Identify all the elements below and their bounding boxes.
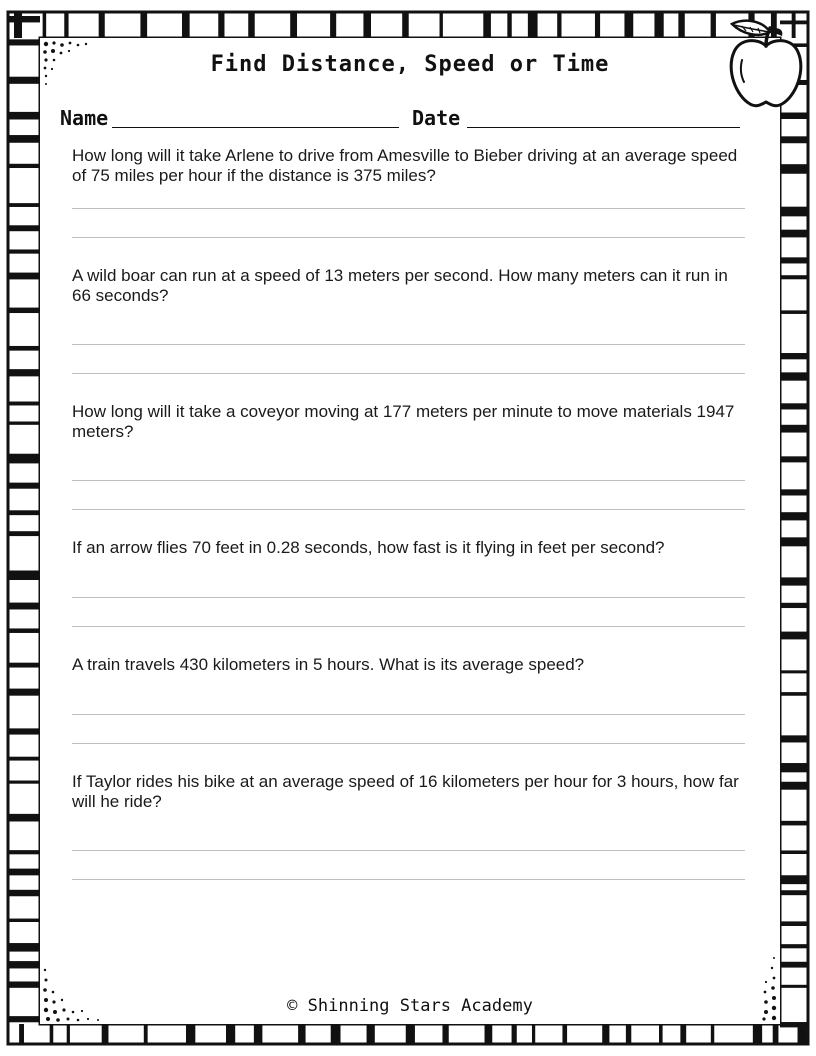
border-stripe: [64, 13, 68, 38]
answer-line-3a[interactable]: [72, 480, 745, 481]
border-stripe: [780, 782, 807, 790]
border-stripe: [780, 944, 807, 948]
border-stripe: [14, 13, 22, 38]
border-stripe: [9, 225, 40, 231]
border-stripe: [9, 961, 40, 968]
answer-line-4b[interactable]: [72, 626, 745, 627]
border-stripe: [248, 13, 254, 38]
border-stripe: [780, 632, 807, 640]
border-stripe: [9, 249, 40, 253]
border-stripe: [780, 890, 807, 895]
border-stripe: [9, 164, 40, 168]
border-stripe: [9, 308, 40, 313]
border-stripe: [67, 1024, 70, 1043]
border-stripe: [626, 1024, 631, 1043]
border-stripe: [9, 77, 40, 84]
question-4: If an arrow flies 70 feet in 0.28 seconds, how fast is it flying in feet per second?: [72, 538, 665, 557]
border-stripe: [678, 13, 684, 38]
border-stripe: [780, 230, 807, 238]
question-5: A train travels 430 kilometers in 5 hours. What is its average speed?: [72, 655, 585, 674]
border-stripe: [780, 670, 807, 673]
border-stripe: [9, 402, 40, 406]
border-stripe: [773, 1024, 779, 1043]
border-stripe: [9, 919, 40, 922]
apple-icon: [722, 16, 810, 112]
border-stripe: [780, 821, 807, 826]
border-stripe: [780, 603, 807, 608]
border-stripe: [507, 13, 511, 38]
border-stripe: [654, 13, 663, 38]
border-stripe: [595, 13, 600, 38]
border-stripe: [290, 13, 297, 38]
border-stripe: [9, 1016, 40, 1022]
border-stripe: [780, 275, 807, 279]
dots-decoration-bottom-left: [40, 962, 110, 1024]
border-stripe: [182, 13, 190, 38]
answer-line-2a[interactable]: [72, 344, 745, 345]
border-stripe: [9, 663, 40, 668]
border-stripe: [9, 571, 40, 580]
page-title: Find Distance, Speed or Time: [210, 52, 610, 77]
border-stripe: [483, 13, 491, 38]
answer-line-3b[interactable]: [72, 509, 745, 510]
border-stripe: [9, 781, 40, 784]
border-stripe: [9, 728, 40, 734]
answer-line-4a[interactable]: [72, 597, 745, 598]
date-label: Date: [412, 106, 461, 130]
border-stripe: [9, 869, 40, 876]
border-stripe: [9, 943, 40, 952]
border-stripe: [9, 510, 40, 515]
border-stripe: [753, 1024, 762, 1043]
border-stripe: [9, 628, 40, 633]
border-stripe: [9, 369, 40, 376]
border-stripe: [9, 16, 40, 22]
name-label: Name: [60, 106, 109, 130]
border-stripe: [218, 13, 224, 38]
date-field[interactable]: [467, 127, 740, 128]
worksheet: [40, 38, 780, 1024]
border-stripe: [9, 850, 40, 854]
border-stripe: [9, 39, 40, 45]
border-stripe: [406, 1024, 415, 1043]
border-stripe: [780, 403, 807, 409]
border-stripe: [9, 203, 40, 207]
border-stripe: [9, 890, 40, 896]
border-stripe: [144, 1024, 148, 1043]
border-stripe: [442, 1024, 448, 1043]
border-stripe: [780, 136, 807, 143]
answer-line-2b[interactable]: [72, 373, 745, 374]
border-stripe: [9, 757, 40, 761]
border-stripe: [330, 13, 336, 38]
border-stripe: [298, 1024, 305, 1043]
border-stripe: [780, 425, 807, 433]
answer-line-6a[interactable]: [72, 850, 745, 851]
border-stripe: [440, 13, 443, 38]
border-stripe: [140, 13, 147, 38]
dots-decoration-top-left: [40, 38, 100, 98]
border-stripe: [780, 372, 807, 380]
dots-decoration-bottom-right: [756, 952, 782, 1024]
border-stripe: [780, 735, 807, 742]
border-stripe: [780, 850, 807, 854]
border-stripe: [711, 1024, 714, 1043]
border-stripe: [9, 483, 40, 489]
border-stripe: [512, 1024, 517, 1043]
border-stripe: [19, 1024, 24, 1043]
answer-line-6b[interactable]: [72, 879, 745, 880]
border-stripe: [485, 1024, 493, 1043]
border-stripe: [562, 1024, 567, 1043]
border-stripe: [9, 603, 40, 610]
border-stripe: [226, 1024, 235, 1043]
border-stripe: [780, 353, 807, 359]
border-stripe: [780, 456, 807, 462]
border-stripe: [557, 13, 561, 38]
border-stripe: [780, 257, 807, 263]
border-stripe: [363, 13, 371, 38]
border-stripe: [9, 814, 40, 822]
name-field[interactable]: [112, 127, 399, 128]
border-stripe: [780, 113, 807, 119]
border-stripe: [254, 1024, 263, 1043]
border-stripe: [99, 13, 105, 38]
border-stripe: [532, 1024, 535, 1043]
border-stripe: [780, 692, 807, 696]
border-stripe: [780, 489, 807, 495]
answer-line-5a[interactable]: [72, 714, 745, 715]
border-stripe: [9, 421, 40, 424]
border-stripe: [780, 164, 807, 174]
border-stripe: [50, 1024, 54, 1043]
border-stripe: [798, 1024, 807, 1043]
border-stripe: [780, 577, 807, 585]
border-stripe: [780, 207, 807, 217]
border-stripe: [624, 13, 633, 38]
border-stripe: [9, 112, 40, 120]
question-3: How long will it take a coveyor moving at 177 meters per minute to move materials 1947 meters?: [72, 402, 735, 441]
border-stripe: [367, 1024, 375, 1043]
answer-line-1a[interactable]: [72, 208, 745, 209]
border-stripe: [780, 875, 807, 884]
border-stripe: [659, 1024, 663, 1043]
border-stripe: [602, 1024, 609, 1043]
border-stripe: [9, 689, 40, 696]
border-stripe: [9, 273, 40, 280]
answer-line-1b[interactable]: [72, 237, 745, 238]
border-stripe: [711, 13, 716, 38]
question-6: If Taylor rides his bike at an average speed of 16 kilometers per hour for 3 hours, how far will he ride?: [72, 772, 739, 811]
border-stripe: [9, 135, 40, 143]
border-stripe: [780, 763, 807, 772]
border-stripe: [43, 13, 47, 38]
border-stripe: [9, 531, 40, 536]
border-stripe: [780, 310, 807, 314]
border-stripe: [9, 981, 40, 987]
border-stripe: [780, 985, 807, 988]
border-stripe: [9, 346, 40, 351]
border-stripe: [780, 537, 807, 546]
border-stripe: [331, 1024, 341, 1043]
border-stripe: [402, 13, 409, 38]
border-stripe: [102, 1024, 109, 1043]
border-stripe: [528, 13, 538, 38]
border-stripe: [780, 962, 807, 968]
question-1: How long will it take Arlene to drive from Amesville to Bieber driving at an average speed of 75 miles per hour if the distance is 375 miles?: [72, 146, 738, 185]
copyright-footer: © Shinning Stars Academy: [287, 996, 533, 1016]
border-stripe: [9, 454, 40, 464]
border-stripe: [780, 921, 807, 926]
answer-line-5b[interactable]: [72, 743, 745, 744]
border-stripe: [780, 512, 807, 520]
question-2: A wild boar can run at a speed of 13 meters per second. How many meters can it run in 66 seconds?: [72, 266, 728, 305]
border-stripe: [680, 1024, 686, 1043]
border-stripe: [186, 1024, 195, 1043]
